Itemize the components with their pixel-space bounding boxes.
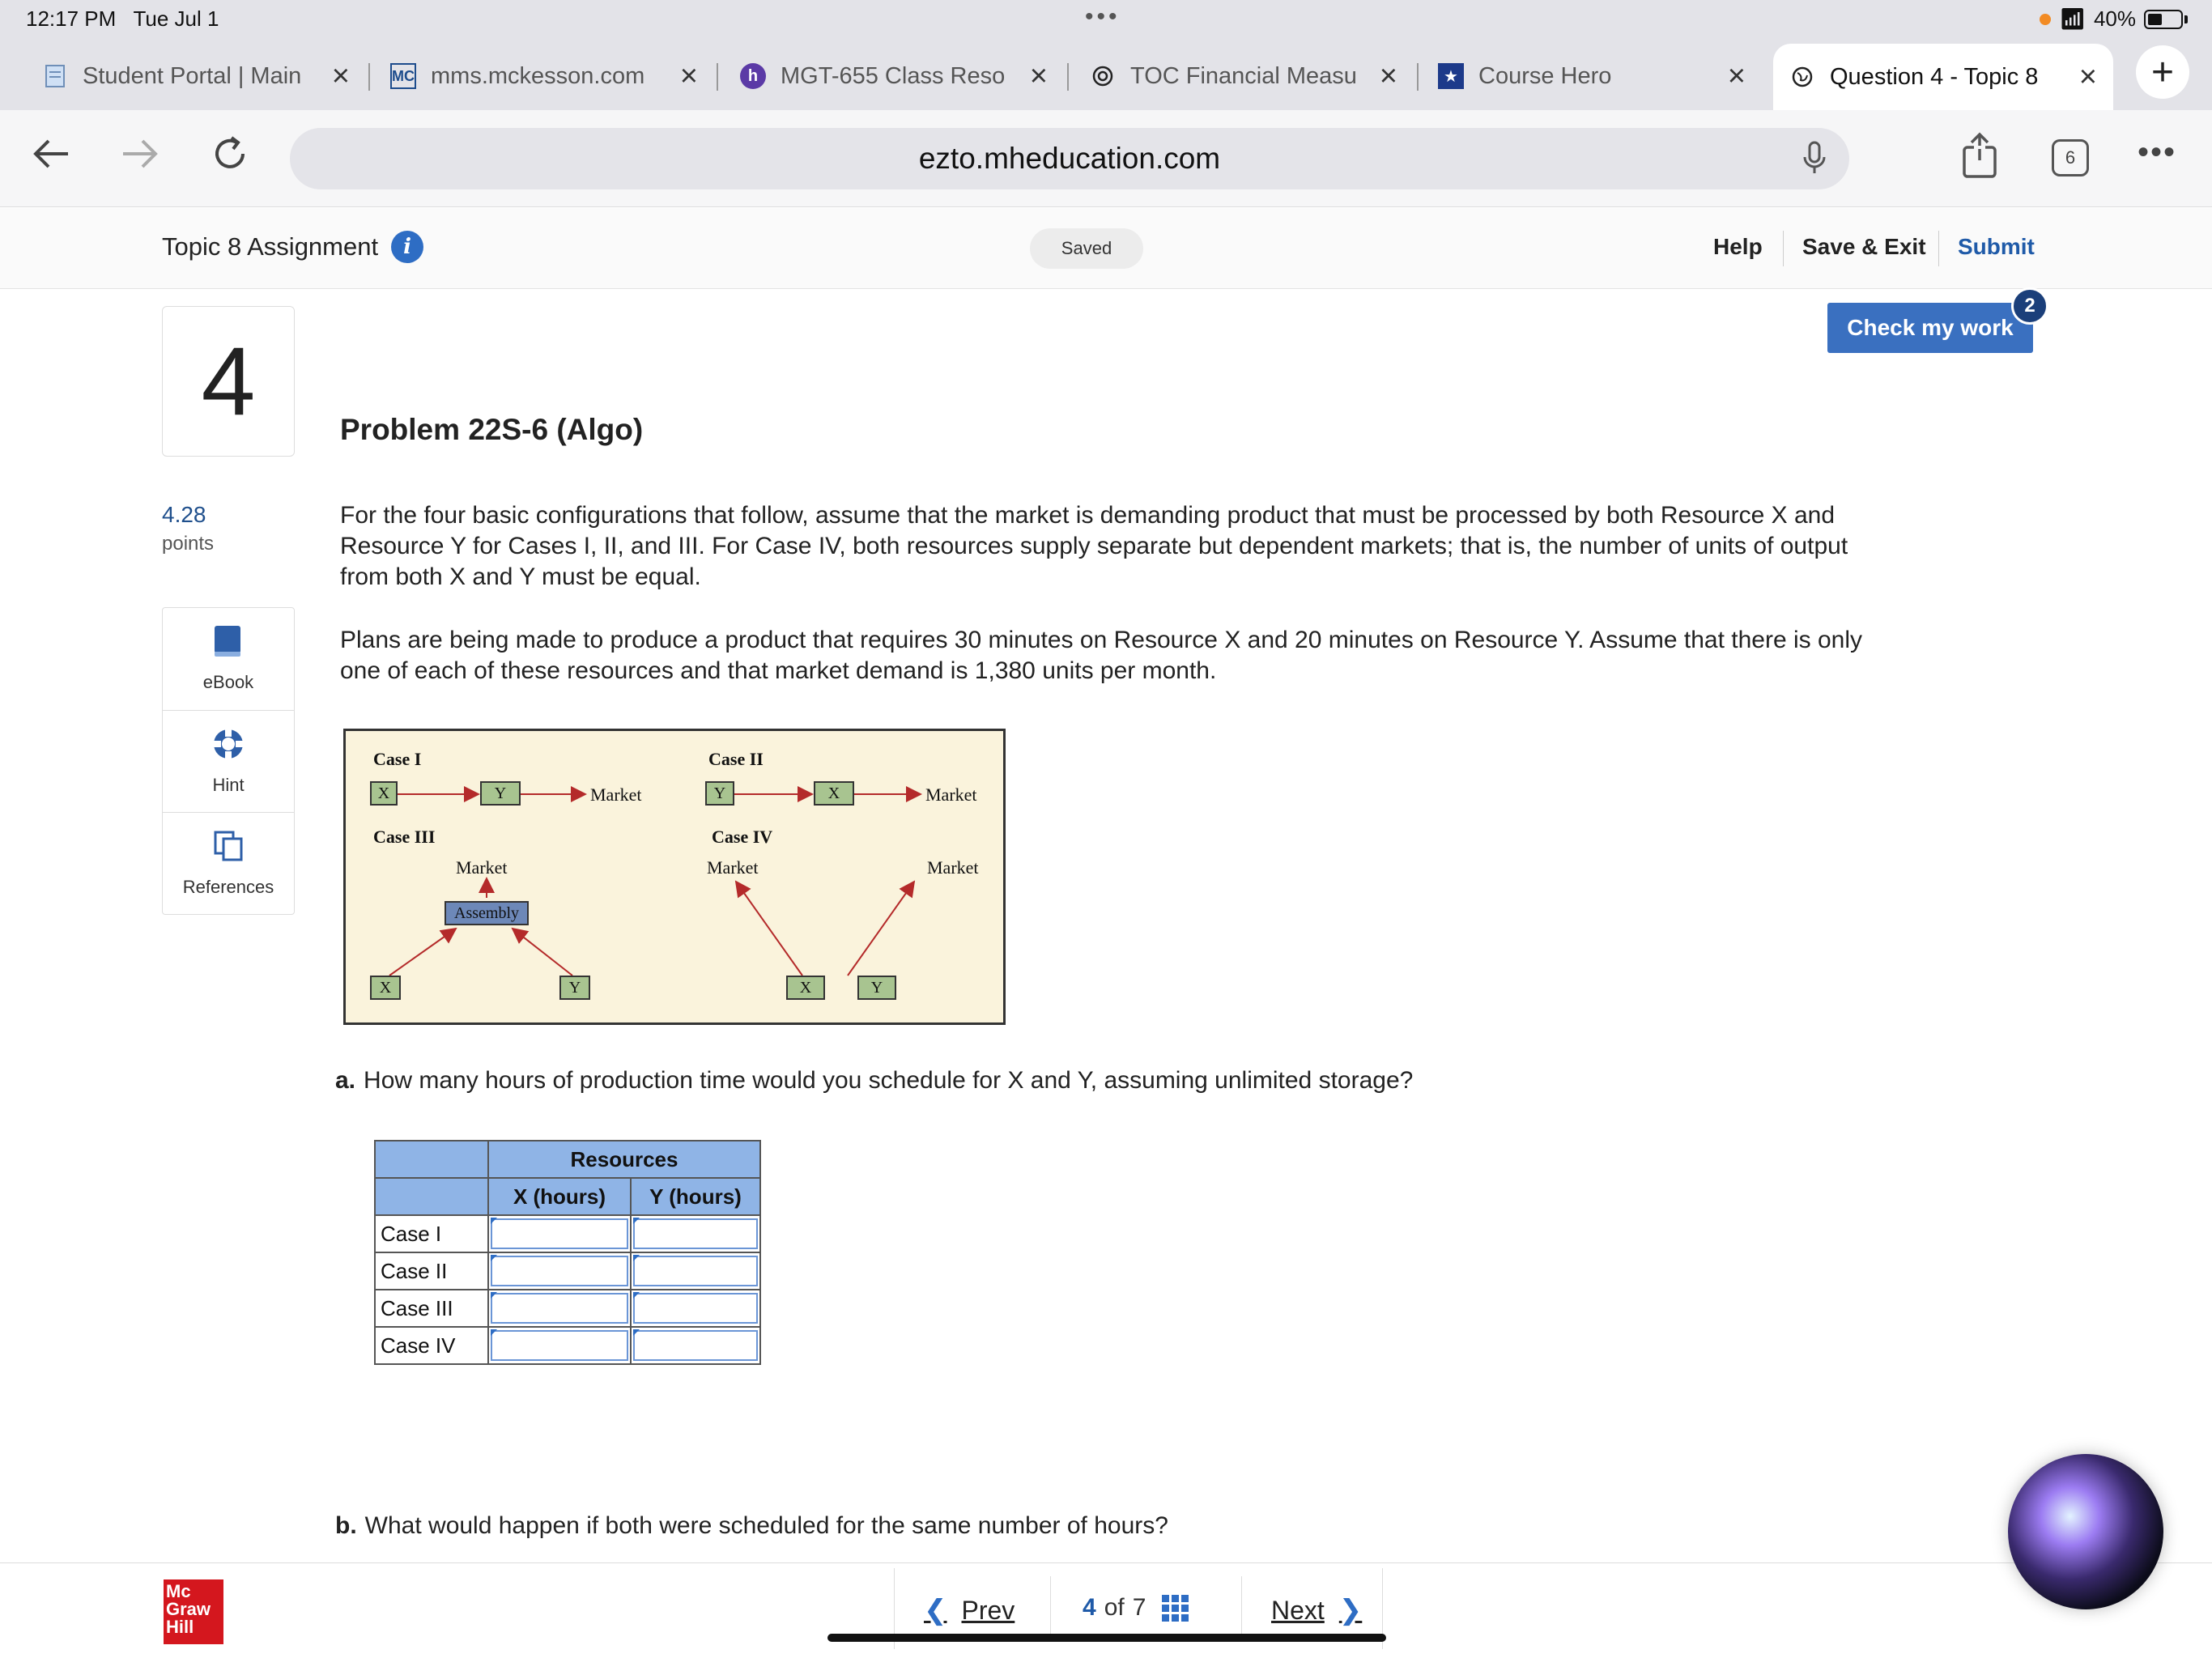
close-icon[interactable]: × (2078, 60, 2097, 94)
browser-toolbar (0, 110, 2212, 207)
assembly-box: Assembly (445, 901, 529, 925)
case2-market: Market (925, 784, 977, 805)
case4-x-box: X (786, 976, 825, 1000)
row-label-case4: Case IV (375, 1327, 488, 1364)
tab-label: mms.mckesson.com (431, 62, 645, 89)
case4-label: Case IV (712, 827, 773, 847)
address-bar[interactable] (290, 128, 1849, 189)
logo-line-3: Hill (166, 1617, 194, 1637)
case4-market-x: Market (707, 857, 759, 878)
close-icon[interactable]: × (331, 59, 350, 93)
copy-icon (212, 829, 245, 869)
arrow-right-icon (118, 133, 160, 175)
hint-button[interactable] (163, 710, 294, 811)
tab-student-portal[interactable] (42, 53, 350, 99)
arrow-x-to-market-case4 (736, 882, 802, 976)
row-label-case3: Case III (375, 1290, 488, 1327)
tab-strip (0, 39, 2212, 110)
case2-y-input[interactable] (633, 1256, 758, 1286)
mckesson-icon: MC (390, 63, 416, 89)
case4-market-y: Market (927, 857, 979, 878)
problem-paragraph-2: Plans are being made to produce a product that requires 30 minutes on Resource X and 20 minutes on Resource Y. Assume that there is only one of each of these resources and that market demand is 1,380 units per month. (340, 627, 1863, 684)
battery-nub (2184, 15, 2188, 23)
more-options-icon[interactable]: ••• (2138, 134, 2177, 170)
saved-status-badge: Saved (1030, 228, 1143, 269)
new-tab-button[interactable] (2136, 45, 2189, 99)
cell-case3-y (631, 1290, 760, 1327)
status-time (26, 6, 219, 32)
arrow-x-to-assembly (389, 929, 456, 976)
mcgraw-hill-logo (164, 1579, 223, 1644)
tab-separator (1067, 63, 1069, 91)
cell-case2-x (488, 1252, 631, 1290)
header-separator (1783, 231, 1784, 266)
cell-case1-y (631, 1215, 760, 1252)
part-b-question (335, 1512, 1168, 1540)
header-separator (1938, 231, 1939, 266)
case3-y-box: Y (559, 976, 590, 1000)
h-logo-icon: h (740, 63, 766, 89)
doc-icon (42, 63, 68, 89)
arrow-y-to-market-case4 (848, 882, 914, 976)
forward-button[interactable] (118, 133, 160, 182)
tab-course-hero[interactable] (1438, 53, 1746, 99)
close-icon[interactable]: × (1727, 59, 1746, 93)
check-my-work-button[interactable]: Check my work (1827, 303, 2033, 353)
close-icon[interactable]: × (1029, 59, 1048, 93)
reload-button[interactable] (209, 133, 251, 182)
current-question: 4 (1083, 1594, 1096, 1621)
cell-case3-x (488, 1290, 631, 1327)
ebook-label: eBook (202, 672, 254, 692)
pager-separator (1050, 1576, 1051, 1641)
multitask-dots-icon[interactable]: ••• (1085, 3, 1121, 30)
references-button[interactable] (163, 812, 294, 913)
wifi-icon: 📶︎ (2058, 6, 2086, 31)
battery-percent: 40% (2093, 6, 2136, 31)
points-value: 4.28 (162, 502, 206, 527)
tab-label: Question 4 - Topic 8 (1830, 63, 2039, 90)
status-bar (0, 0, 2212, 39)
tab-label: MGT-655 Class Reso (781, 62, 1006, 89)
help-link[interactable]: Help (1713, 234, 1763, 259)
next-label: Next (1271, 1595, 1325, 1625)
clock: 12:17 PM (26, 6, 117, 31)
openai-icon (1090, 63, 1116, 89)
arrow-left-icon (31, 133, 73, 175)
close-icon[interactable]: × (679, 59, 698, 93)
answer-table (374, 1140, 761, 1365)
assignment-title (162, 231, 423, 263)
header-blank (375, 1178, 488, 1215)
submit-link[interactable]: Submit (1958, 234, 2035, 259)
prev-label: Prev (961, 1595, 1015, 1625)
arrow-y-to-assembly (513, 929, 572, 976)
cell-case4-x (488, 1327, 631, 1364)
logo-line-1: Mc (166, 1581, 191, 1601)
ebook-button[interactable] (163, 608, 294, 709)
tab-label: TOC Financial Measu (1130, 62, 1357, 89)
question-tools (162, 607, 295, 915)
tab-mgt655[interactable] (740, 53, 1048, 99)
tab-separator (1417, 63, 1419, 91)
configuration-diagram (343, 729, 1006, 1025)
case1-y-box: Y (480, 781, 521, 806)
url-text: ezto.mheducation.com (918, 142, 1221, 175)
diagram-arrows (346, 731, 1003, 1022)
home-indicator[interactable] (827, 1634, 1386, 1642)
table-row (375, 1252, 760, 1290)
case3-label: Case III (373, 827, 436, 847)
case3-market: Market (456, 857, 508, 878)
row-label-case2: Case II (375, 1252, 488, 1290)
tab-question-4[interactable] (1773, 44, 2113, 110)
part-b-letter: b. (335, 1512, 357, 1539)
grid-icon[interactable] (1162, 1595, 1189, 1622)
date: Tue Jul 1 (133, 6, 219, 31)
case1-y-input[interactable] (633, 1218, 758, 1249)
page-indicator[interactable] (1083, 1594, 1189, 1622)
points-label: points (162, 533, 215, 555)
case4-y-box: Y (857, 976, 896, 1000)
table-subheader-row (375, 1178, 760, 1215)
info-icon[interactable]: i (391, 231, 423, 263)
part-a-letter: a. (335, 1067, 356, 1094)
case2-x-input[interactable] (491, 1256, 628, 1286)
chevron-right-icon: ❯ (1338, 1595, 1363, 1626)
tab-label: Student Portal | Main (83, 62, 302, 89)
battery-icon (2144, 10, 2183, 29)
part-a-question (335, 1067, 1413, 1095)
check-attempts-badge: 2 (2011, 287, 2048, 325)
case3-y-input[interactable] (633, 1293, 758, 1324)
cell-case2-y (631, 1252, 760, 1290)
globe-icon (1789, 64, 1815, 90)
table-row (375, 1215, 760, 1252)
close-icon[interactable]: × (1379, 59, 1397, 93)
lifebuoy-icon (211, 727, 245, 767)
case3-x-input[interactable] (491, 1293, 628, 1324)
case2-y-box: Y (705, 781, 734, 806)
book-icon (213, 624, 244, 664)
siri-orb-icon[interactable] (2008, 1454, 2163, 1609)
tab-overview-button[interactable]: 6 (2052, 139, 2089, 176)
chevron-left-icon: ❮ (924, 1595, 947, 1626)
x-hours-header: X (hours) (488, 1178, 631, 1215)
save-exit-link[interactable]: Save & Exit (1802, 234, 1926, 259)
y-hours-header: Y (hours) (631, 1178, 760, 1215)
next-button[interactable] (1271, 1594, 1362, 1626)
star-badge-icon: ★ (1438, 63, 1464, 89)
case1-x-box: X (370, 781, 398, 806)
prev-button[interactable] (924, 1594, 1015, 1626)
share-icon[interactable] (1959, 131, 2000, 180)
part-a-text: How many hours of production time would you schedule for X and Y, assuming unlimited storage? (364, 1067, 1414, 1094)
row-label-case1: Case I (375, 1215, 488, 1252)
resources-header: Resources (488, 1141, 760, 1178)
problem-paragraph-1: For the four basic configurations that follow, assume that the market is demanding product that must be processed by both Resource X and Resource Y for Cases I, II, and III. For Case IV, both resources supply separate but dependent markets; that is, the number of units of output from both X and Y must be equal. (340, 502, 1848, 590)
hint-label: Hint (212, 774, 245, 795)
case2-x-box: X (814, 781, 854, 806)
tab-separator (717, 63, 718, 91)
total-questions: 7 (1132, 1594, 1146, 1621)
case4-y-input[interactable] (633, 1330, 758, 1361)
problem-title: Problem 22S-6 (Algo) (340, 413, 644, 446)
part-b-text: What would happen if both were scheduled for the same number of hours? (364, 1512, 1168, 1539)
of-label: of (1104, 1594, 1125, 1621)
case2-label: Case II (708, 749, 764, 769)
references-label: References (182, 876, 274, 897)
cell-case1-x (488, 1215, 631, 1252)
question-number: 4 (162, 306, 295, 457)
assignment-title-text: Topic 8 Assignment (162, 232, 379, 261)
case3-x-box: X (370, 976, 401, 1000)
case1-label: Case I (373, 749, 422, 769)
microphone-icon[interactable] (1802, 141, 1827, 185)
assignment-header (0, 208, 2212, 289)
table-header-row (375, 1141, 760, 1178)
plus-icon: + (2150, 50, 2175, 94)
case4-x-input[interactable] (491, 1330, 628, 1361)
tab-mckesson[interactable] (390, 53, 698, 99)
table-row (375, 1327, 760, 1364)
cell-case4-y (631, 1327, 760, 1364)
mic-in-use-icon (2040, 14, 2051, 25)
case1-market: Market (590, 784, 642, 805)
case1-x-input[interactable] (491, 1218, 628, 1249)
back-button[interactable] (31, 133, 73, 182)
pager-separator (1241, 1576, 1242, 1641)
tab-separator (368, 63, 370, 91)
header-blank (375, 1141, 488, 1178)
tab-toc-financial[interactable] (1090, 53, 1397, 99)
status-indicators (2040, 6, 2188, 32)
reload-icon (209, 133, 251, 175)
logo-line-2: Graw (166, 1599, 211, 1619)
footer (0, 1562, 2212, 1658)
tab-label: Course Hero (1478, 62, 1612, 89)
table-row (375, 1290, 760, 1327)
